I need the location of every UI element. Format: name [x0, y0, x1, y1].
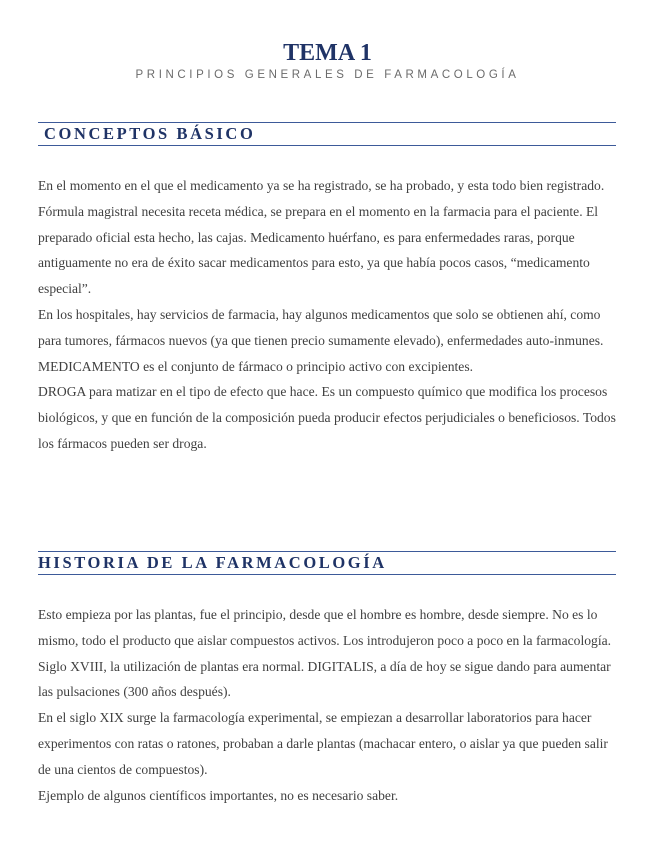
section-heading-label: CONCEPTOS BÁSICO [44, 124, 256, 143]
section-body-historia [38, 602, 618, 808]
section-heading-conceptos [38, 122, 616, 146]
page-title: TEMA 1 [283, 40, 372, 66]
paragraph: Ejemplo de algunos científicos importantes, no es necesario saber. [38, 787, 399, 803]
page-subtitle: PRINCIPIOS GENERALES DE FARMACOLOGÍA [135, 69, 520, 81]
document-header [0, 40, 655, 82]
paragraph: Esto empieza por las plantas, fue el principio, desde que el hombre es hombre, desde siempre. No es lo mismo, todo el producto que aislar compuestos activos. Los introdujeron poco a poco en la farmacología. Siglo XVIII, la utilización de plantas era normal. DIGITALIS, a día de hoy se sigue dando para aumentar las pulsaciones (300 años después). [38, 607, 612, 700]
paragraph: En los hospitales, hay servicios de farmacia, hay algunos medicamentos que solo se obtienen ahí, como para tumores, fármacos nuevos (ya que tienen precio sumamente elevado), enfermedades auto-inmunes. MEDICAMENTO es el conjunto de fármaco o principio activo con excipientes. [38, 306, 604, 374]
paragraph: En el siglo XIX surge la farmacología experimental, se empiezan a desarrollar laboratorios para hacer experimentos con ratas o ratones, probaban a darle plantas (machacar entero, o aislar ya que pueden salir de una cientos de compuestos). [38, 710, 608, 777]
section-body-conceptos [38, 173, 618, 457]
paragraph: En el momento en el que el medicamento ya se ha registrado, se ha probado, y esta todo bien registrado. Fórmula magistral necesita receta médica, se prepara en el momento en la farmacia para el paciente. El preparado oficial esta hecho, las cajas. Medicamento huérfano, es para enfermedades raras, porque antiguamente no era de éxito sacar medicamentos para esto, ya que había pocos casos, “medicamento especial”. [38, 178, 605, 297]
section-heading-label: HISTORIA DE LA FARMACOLOGÍA [38, 553, 387, 572]
paragraph: DROGA para matizar en el tipo de efecto que hace. Es un compuesto químico que modifica los procesos biológicos, y que en función de la composición pueda producir efectos perjudiciales o beneficiosos. Todos los fármacos pueden ser droga. [38, 384, 616, 451]
section-heading-historia [38, 551, 616, 575]
